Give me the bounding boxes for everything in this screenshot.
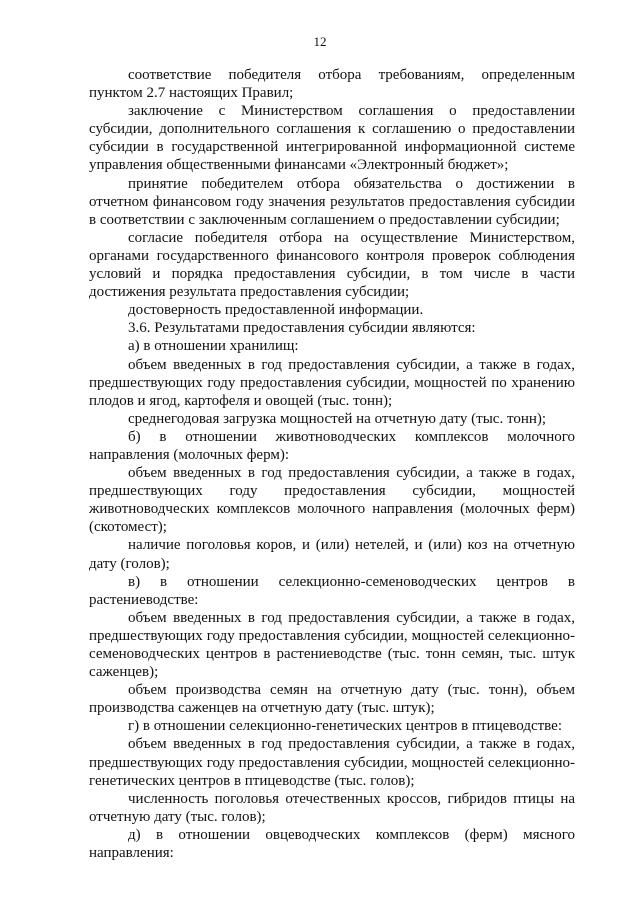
paragraph: заключение с Министерством соглашения о предоставлении субсидии, дополнительного соглашения к соглашению о предоставлении субсидии в государственной интегрированной информационной системе управления общественными финансами «Электронный бюджет»; [89, 103, 575, 174]
paragraph: объем введенных в год предоставления субсидии, а также в годах, предшествующих году предоставления субсидии, мощностей селекционно-генетических центров в птицеводстве (тыс. голов); [89, 736, 575, 789]
document-body [89, 66, 575, 862]
list-subheading: б) в отношении животноводческих комплексов молочного направления (молочных ферм): [89, 428, 575, 463]
paragraph: объем введенных в год предоставления субсидии, а также в годах, предшествующих году предоставления субсидии, мощностей селекционно-семеноводческих центров в растениеводстве (тыс. тонн семян, тыс. штук саженцев); [89, 609, 575, 681]
paragraph: объем производства семян на отчетную дату (тыс. тонн), объем производства саженцев на отчетную дату (тыс. штук); [89, 682, 575, 717]
paragraph: объем введенных в год предоставления субсидии, а также в годах, предшествующих году предоставления субсидии, мощностей животноводческих комплексов молочного направления (молочных ферм) (скотомест); [89, 465, 575, 536]
paragraph: наличие поголовья коров, и (или) нетелей, и (или) коз на отчетную дату (голов); [89, 537, 575, 572]
paragraph: соответствие победителя отбора требованиям, определенным пунктом 2.7 настоящих Правил; [89, 67, 575, 102]
paragraph: согласие победителя отбора на осуществление Министерством, органами государственного финансового контроля проверок соблюдения условий и порядка предоставления субсидии, в том числе в части достижения результата предоставления субсидии; [89, 229, 575, 301]
page-number: 12 [313, 34, 327, 49]
paragraph: достоверность предоставленной информации. [128, 302, 424, 319]
section-heading: 3.6. Результатами предоставления субсидии являются: [128, 320, 476, 337]
list-subheading: а) в отношении хранилищ: [128, 338, 299, 355]
paragraph: объем введенных в год предоставления субсидии, а также в годах, предшествующих году предоставления субсидии, мощностей по хранению плодов и ягод, картофеля и овощей (тыс. тонн); [89, 356, 575, 409]
paragraph: численность поголовья отечественных кроссов, гибридов птицы на отчетную дату (тыс. голов); [89, 790, 575, 825]
paragraph: принятие победителем отбора обязательства о достижении в отчетном финансовом году значения результатов предоставления субсидии в соответствии с заключенным соглашением о предоставлении субсидии; [89, 175, 575, 228]
list-subheading: в) в отношении селекционно-семеноводческих центров в растениеводстве: [89, 573, 575, 608]
list-subheading: г) в отношении селекционно-генетических центров в птицеводстве: [128, 718, 562, 735]
list-subheading: д) в отношении овцеводческих комплексов (ферм) мясного направления: [89, 826, 575, 862]
paragraph: среднегодовая загрузка мощностей на отчетную дату (тыс. тонн); [128, 410, 547, 427]
